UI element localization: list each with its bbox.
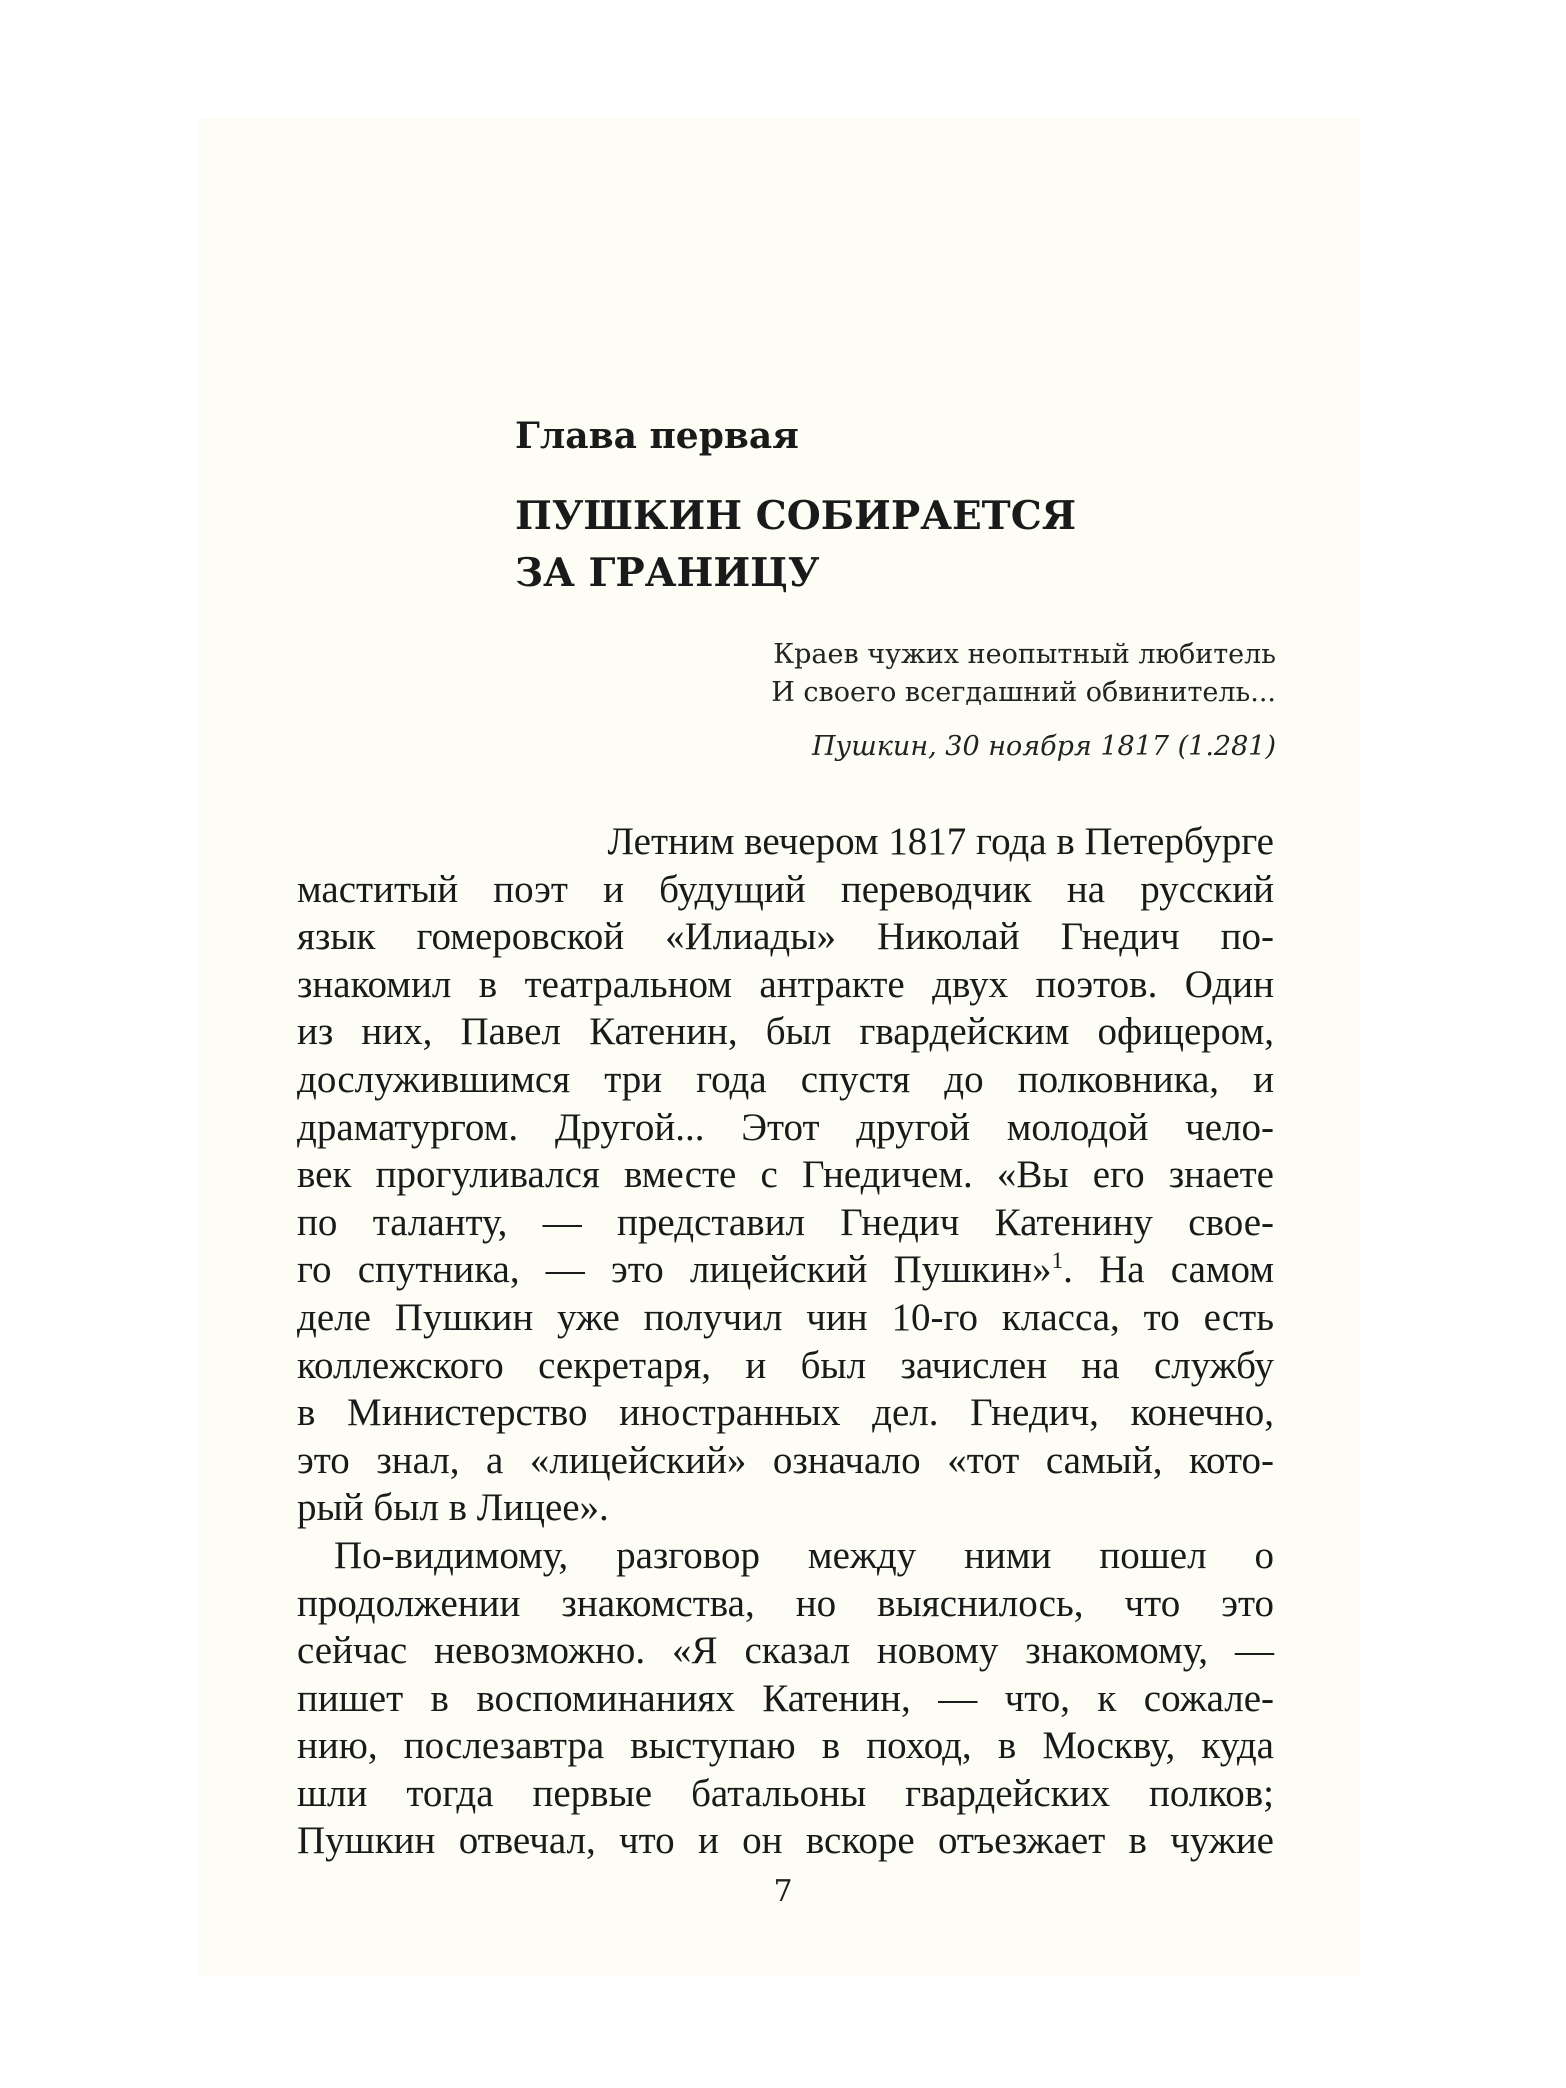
body-line: знакомил в театральном антракте двух поэтов. Один — [297, 962, 1274, 1006]
body-line-text: го спутника, — это лицейский Пушкин» — [297, 1248, 1052, 1292]
body-line: дослужившимся три года спустя до полковника, и — [297, 1057, 1274, 1101]
body-line: По-видимому, разговор между ними пошел о — [334, 1533, 1274, 1577]
body-line: пишет в воспоминаниях Катенин, — что, к сожале- — [297, 1676, 1274, 1720]
epigraph-source: Пушкин, 30 ноября 1817 (1.281) — [812, 731, 1276, 762]
page-number: 7 — [773, 1874, 793, 1909]
body-line: язык гомеровской «Илиады» Николай Гнедич по- — [297, 915, 1274, 959]
body-line: шли тогда первые батальоны гвардейских полков; — [297, 1771, 1274, 1815]
body-line: век прогуливался вместе с Гнедичем. «Вы его знаете — [297, 1153, 1274, 1197]
body-line-tail: . На самом — [1063, 1248, 1274, 1292]
epigraph-line: И своего всегдашний обвинитель... — [771, 677, 1276, 708]
epigraph-line: Краев чужих неопытный любитель — [773, 639, 1276, 670]
body-line: драматургом. Другой... Этот другой молодой чело- — [297, 1105, 1274, 1149]
body-line: из них, Павел Катенин, был гвардейским офицером, — [297, 1010, 1274, 1054]
body-line: продолжении знакомства, но выяснилось, что это — [297, 1581, 1274, 1625]
body-line: деле Пушкин уже получил чин 10-го класса, то есть — [297, 1295, 1274, 1339]
chapter-label: Глава первая — [515, 415, 799, 457]
body-line-with-footnote — [297, 1246, 1274, 1294]
body-line: Пушкин отвечал, что и он вскоре отъезжает в чужие — [297, 1819, 1274, 1863]
chapter-title — [515, 488, 1076, 602]
body-line: Летним вечером 1817 года в Петербурге — [607, 820, 1274, 863]
footnote-mark[interactable]: 1 — [1051, 1248, 1064, 1275]
body-line: нию, послезавтра выступаю в поход, в Москву, куда — [297, 1724, 1274, 1768]
chapter-title-line: ПУШКИН СОБИРАЕТСЯ — [515, 493, 1077, 539]
body-line: сейчас невозможно. «Я сказал новому знакомому, — — [297, 1629, 1274, 1673]
body-text — [297, 818, 1274, 1865]
body-line: по таланту, — представил Гнедич Катенину свое- — [297, 1200, 1274, 1244]
epigraph — [576, 636, 1276, 766]
body-line: маститый поэт и будущий переводчик на русский — [297, 867, 1274, 911]
body-line: коллежского секретаря, и был зачислен на службу — [297, 1343, 1274, 1387]
body-line: рый был в Лицее». — [297, 1486, 609, 1530]
chapter-title-line: ЗА ГРАНИЦУ — [515, 550, 820, 596]
body-line: это знал, а «лицейский» означало «тот самый, кото- — [297, 1438, 1274, 1482]
body-line: в Министерство иностранных дел. Гнедич, конечно, — [297, 1391, 1274, 1435]
